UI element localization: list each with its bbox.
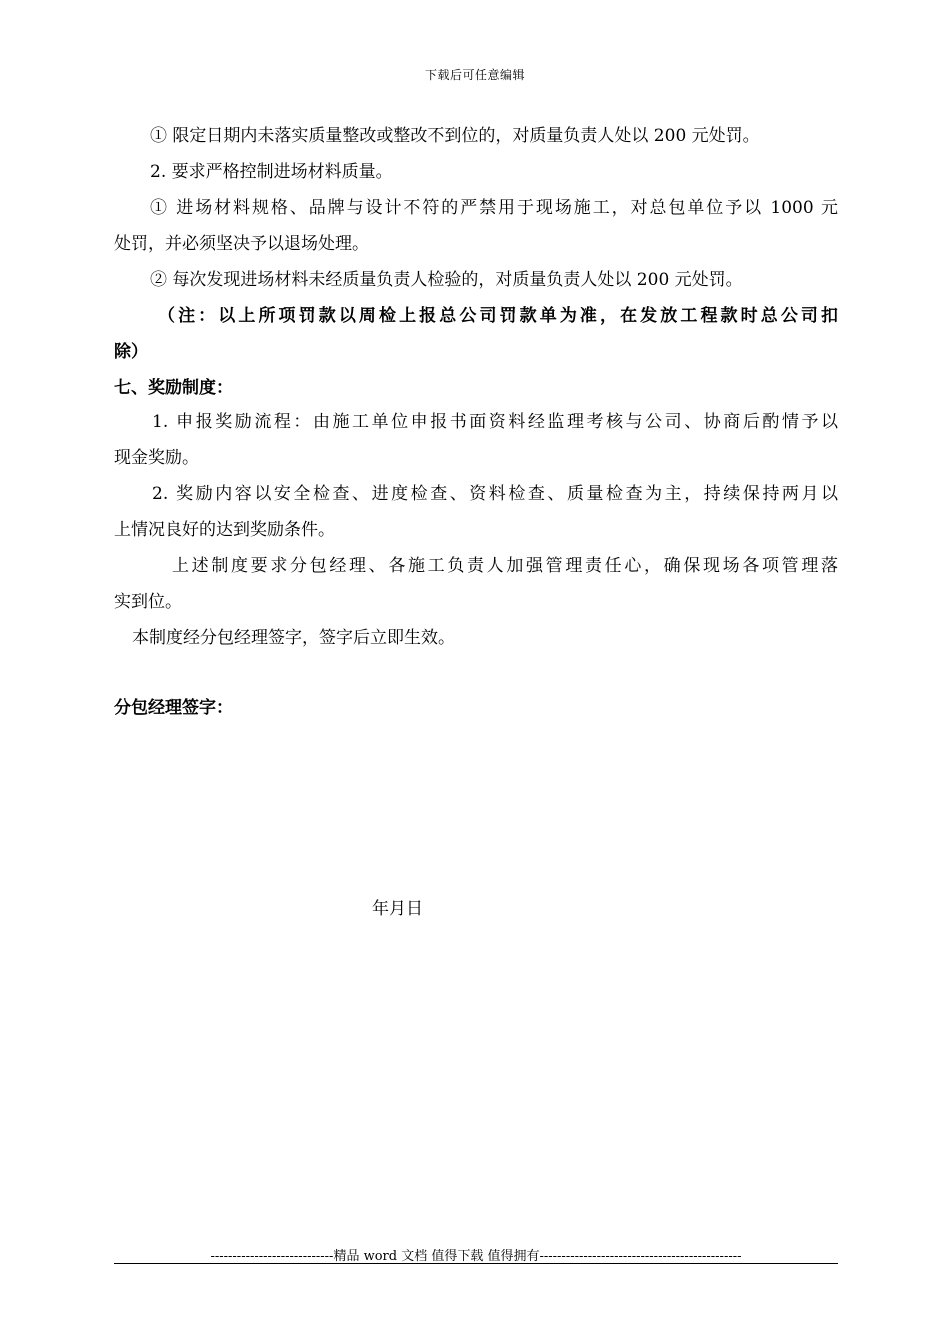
- material-spec-penalty-line1: ① 进场材料规格、品牌与设计不符的严禁用于现场施工，对总包单位予以 1000 元: [150, 198, 838, 218]
- penalty-note-line1: （注：以上所项罚款以周检上报总公司罚款单为准，在发放工程款时总公司扣: [158, 306, 838, 326]
- footer-text: ----------------------------精品 word 文档 值得下载 值得拥有----------------------------------------------: [210, 1249, 742, 1264]
- reward-content-line2: 上情况良好的达到奖励条件。: [114, 520, 335, 540]
- effective-statement: 本制度经分包经理签字，签字后立即生效。: [132, 628, 455, 648]
- reward-process-line2: 现金奖励。: [114, 448, 199, 468]
- penalty-note-line2: 除）: [114, 342, 148, 362]
- section-reward-title: 七、奖励制度：: [114, 378, 233, 398]
- footer-rule: [114, 1263, 838, 1264]
- header-note: 下载后可任意编辑: [424, 68, 525, 82]
- reward-process-line1: 1. 申报奖励流程：由施工单位申报书面资料经监理考核与公司、协商后酌情予以: [152, 412, 838, 432]
- signature-label: 分包经理签字：: [114, 698, 233, 718]
- material-quality-item-title: 2. 要求严格控制进场材料质量。: [150, 162, 393, 182]
- summary-line1: 上述制度要求分包经理、各施工负责人加强管理责任心，确保现场各项管理落: [172, 556, 838, 576]
- reward-content-line1: 2. 奖励内容以安全检查、进度检查、资料检查、质量检查为主，持续保持两月以: [152, 484, 838, 504]
- material-inspection-penalty-item: ② 每次发现进场材料未经质量负责人检验的，对质量负责人处以 200 元处罚。: [150, 270, 743, 290]
- quality-rectify-penalty-item: ① 限定日期内未落实质量整改或整改不到位的，对质量负责人处以 200 元处罚。: [150, 126, 760, 146]
- summary-line2: 实到位。: [114, 592, 182, 612]
- material-spec-penalty-line2: 处罚，并必须坚决予以退场处理。: [114, 234, 369, 254]
- date-label: 年月日: [372, 899, 423, 919]
